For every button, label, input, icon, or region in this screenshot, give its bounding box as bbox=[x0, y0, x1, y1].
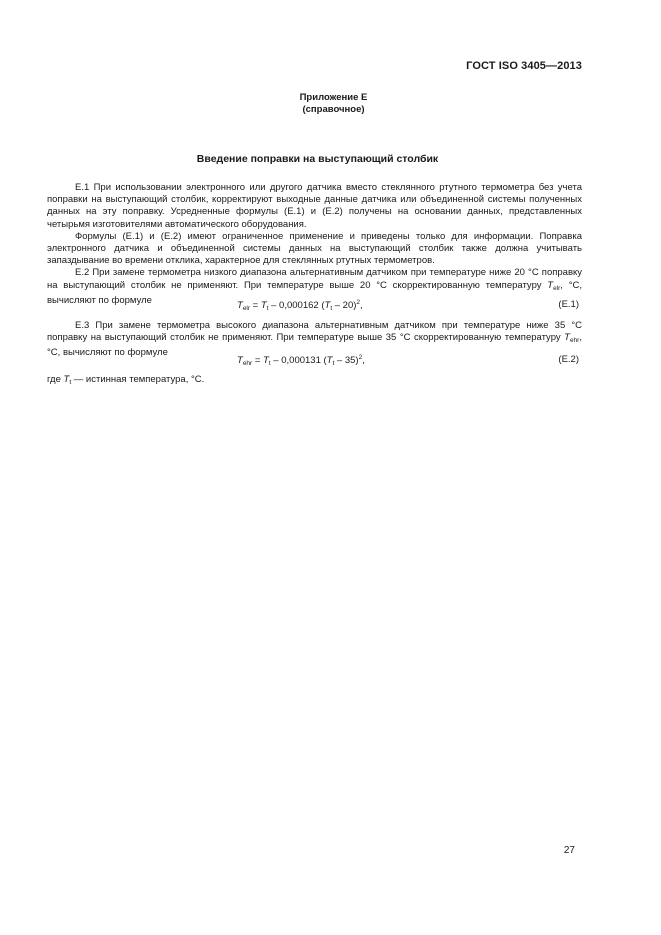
paragraph-e2-text: Е.2 При замене термометра низкого диапазона альтернативным датчиком при температуре ниже 20 °С поправку на выступающий столбик не применяют. При температуре выше 20 °С скорректированную температуру bbox=[47, 267, 582, 291]
formula-power: 2 bbox=[356, 299, 361, 306]
section-title: Введение поправки на выступающий столбик bbox=[196, 153, 439, 165]
variable-t: T bbox=[63, 374, 70, 385]
paragraph-e1: Е.1 При использовании электронного или другого датчика вместо стеклянного ртутного термометра без учета поправки на выступающий столбик, корректируют выходные данные датчика или объединенной системы полученных данных на эту поправку. Усредненные формулы (Е.1) и (Е.2) получены на основании данных, представленных четырьмя изготовителями автоматического оборудования. bbox=[47, 182, 582, 230]
formula-end: , bbox=[362, 355, 365, 366]
formula-eq: = bbox=[252, 355, 264, 366]
formula-e1 bbox=[47, 299, 582, 313]
formula-var: T bbox=[263, 355, 269, 366]
formula-e1-expression bbox=[237, 299, 363, 312]
formula-e2 bbox=[47, 354, 582, 368]
where-clause bbox=[47, 374, 582, 389]
formula-var: T bbox=[260, 300, 267, 311]
page-number: 27 bbox=[563, 845, 575, 856]
body-block-3 bbox=[47, 374, 582, 389]
equation-number-e2: (Е.2) bbox=[558, 354, 579, 365]
subscript-ehr: ehr bbox=[569, 337, 580, 345]
formula-var: T bbox=[326, 355, 333, 366]
appendix-title: Приложение Е bbox=[299, 92, 368, 103]
formula-var: T bbox=[237, 355, 243, 366]
formula-var: T bbox=[324, 300, 331, 311]
document-code: ГОСТ ISO 3405—2013 bbox=[466, 60, 582, 72]
body-block-1 bbox=[47, 182, 582, 307]
formula-sub: ehr bbox=[242, 360, 253, 367]
equation-number-e1: (Е.1) bbox=[558, 299, 579, 310]
formula-sub: t bbox=[332, 360, 335, 367]
variable-t: T bbox=[547, 279, 554, 291]
formula-sub: t bbox=[268, 360, 271, 367]
paragraph-formulas-note: Формулы (Е.1) и (Е.2) имеют ограниченное применение и приведены только для информации. Поправка электронного датчика и объединенной системы данных на выступающий столбик также должна учитывать запаздывание во времени отклика, характерное для стеклянных ртутных термометров. bbox=[47, 230, 582, 267]
appendix-subtitle: (справочное) bbox=[302, 104, 365, 115]
variable-t: T bbox=[564, 332, 570, 344]
subscript-t: t bbox=[69, 379, 72, 386]
where-prefix: где bbox=[47, 374, 64, 385]
paragraph-e3-text: Е.3 При замене термометра высокого диапазона альтернативным датчиком при температуре ниже 35 °С поправку на выступающий столбик не применяют. При температуре выше 35 °С скорректированную температуру bbox=[47, 320, 582, 344]
formula-tail: – 35) bbox=[334, 355, 359, 366]
formula-eq: = bbox=[250, 300, 261, 311]
subscript-elr: elr bbox=[553, 284, 561, 292]
formula-coef: – 0,000131 ( bbox=[270, 355, 327, 366]
formula-coef: – 0,000162 ( bbox=[268, 300, 325, 311]
paragraph-e2-end: , °С, вычисляют по формуле bbox=[47, 279, 582, 306]
formula-var: T bbox=[237, 300, 243, 311]
formula-e2-expression bbox=[237, 354, 365, 367]
formula-end: , bbox=[360, 300, 363, 311]
formula-power: 2 bbox=[358, 354, 363, 361]
formula-tail: – 20) bbox=[332, 300, 357, 311]
paragraph-e3-end: , °С, вычисляют по формуле bbox=[47, 332, 582, 359]
formula-sub: elr bbox=[242, 305, 251, 312]
formula-sub: t bbox=[330, 305, 333, 312]
where-text: — истинная температура, °С. bbox=[71, 374, 205, 385]
formula-sub: t bbox=[266, 305, 269, 312]
